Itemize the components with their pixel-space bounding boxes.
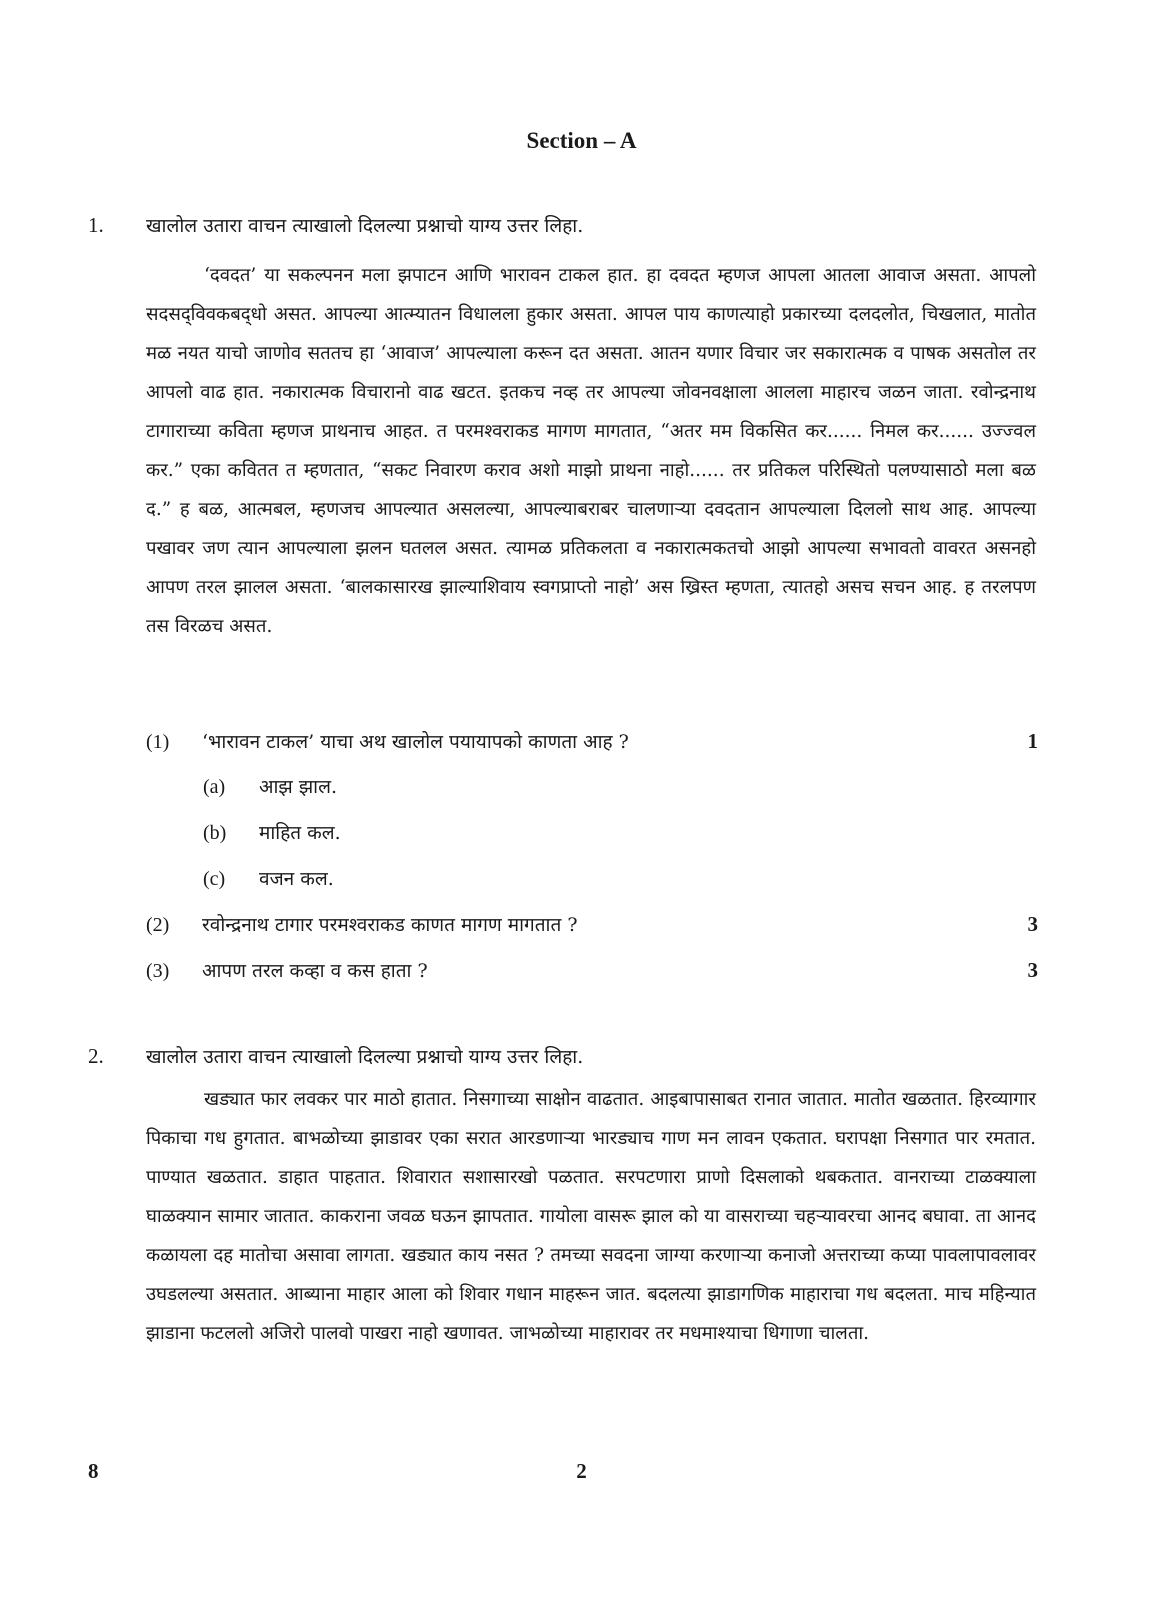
question-1-sub-3	[146, 954, 1046, 988]
question-1-instruction: खालोल उतारा वाचन त्याखालो दिलल्या प्रश्नाचो याग्य उत्तर लिहा.	[146, 215, 584, 237]
question-2-passage	[146, 1080, 1036, 1353]
sub-text: आपण तरल कव्हा व कस हाता ?	[202, 960, 428, 982]
sub-label: (3)	[146, 960, 170, 982]
question-1-sub-2	[146, 908, 1046, 942]
sub-label: (2)	[146, 914, 170, 936]
option-text: आझ झाल.	[259, 776, 338, 798]
option-text: माहित कल.	[259, 822, 341, 844]
page-number: 2	[576, 1459, 587, 1483]
question-1-sub-1	[146, 725, 1046, 759]
option-c	[203, 862, 334, 896]
option-label: (c)	[203, 868, 226, 890]
option-label: (a)	[203, 776, 226, 798]
question-2-number: 2.	[88, 1044, 104, 1068]
question-1-number: 1.	[88, 213, 104, 237]
marks-badge: 3	[1027, 958, 1038, 982]
option-a	[203, 770, 337, 804]
sub-label: (1)	[146, 731, 170, 753]
sub-text: रवोन्द्रनाथ टागार परमश्वराकड काणत मागण मागतात ?	[202, 914, 578, 936]
sub-text: ‘भारावन टाकल’ याचा अथ खालोल पयायापको काणता आह ?	[202, 731, 629, 753]
question-1-passage	[146, 256, 1036, 646]
section-title: Section – A	[526, 128, 637, 153]
paper-code: 8	[88, 1459, 99, 1483]
option-text: वजन कल.	[259, 868, 334, 890]
marks-badge: 3	[1027, 912, 1038, 936]
marks-badge: 1	[1027, 729, 1038, 753]
question-2-passage-text: खड्यात फार लवकर पार माठो हातात. निसगाच्या साक्षोन वाढतात. आइबापासाबत रानात जातात. मातोत खळतात. हिरव्यागार पिकाचा गध हुगतात. बाभळोच्या झाडावर एका सरात आरडणाऱ्या भारड्याच गाण मन लावन एकतात. घरापक्षा निसगात पार रमतात. पाण्यात खळतात. डाहात पाहतात. शिवारात सशासारखो पळतात. सरपटणारा प्राणो दिसलाको थबकतात. वानराच्या टाळक्याला घाळक्यान सामार जातात. काकराना जवळ घऊन झापतात. गायोला वासरू झाल को या वासराच्या चहऱ्यावरचा आनद बघावा. ता आनद कळायला दह मातोचा असावा लागता. खड्यात काय नसत ? तमच्या सवदना जाग्या करणाऱ्या कनाजो अत्तराच्या कप्या पावलापावलावर उघडलल्या असतात. आब्याना माहार आला को शिवार गधान माहरून जात. बदलत्या झाडागणिक माहाराचा गध बदलता. माच महिन्यात झाडाना फटललो अजिरो पालवो पाखरा नाहो खणावत. जाभळोच्या माहारावर तर मधमाश्याचा धिगाणा चालता.	[146, 1089, 1036, 1344]
question-1-passage-text: ‘दवदत’ या सकल्पनन मला झपाटन आणि भारावन टाकल हात. हा दवदत म्हणज आपला आतला आवाज असता. आपलो सदसद्‌विवकबद्‌धो असत. आपल्या आत्म्यातन विधालला हुकार असता. आपल पाय काणत्याहो प्रकारच्या दलदलोत, चिखलात, मातोत मळ नयत याचो जाणोव सततच हा ‘आवाज’ आपल्याला करून दत असता. आतन यणार विचार जर सकारात्मक व पाषक असतोल तर आपलो वाढ हात. नकारात्मक विचारानो वाढ खटत. इतकच नव्ह तर आपल्या जोवनवक्षाला आलला माहारच जळन जाता. रवोन्द्रनाथ टागाराच्या कविता म्हणज प्राथनाच आहत. त परमश्वराकड मागण मागतात, “अतर मम विकसित कर...... निमल कर...... उज्ज्वल कर.” एका कवितत त म्हणतात, “सकट निवारण कराव अशो माझो प्राथना नाहो...... तर प्रतिकल परिस्थितो पलण्यासाठो मला बळ द.” ह बळ, आत्मबल, म्हणजच आपल्यात असलल्या, आपल्याबराबर चालणाऱ्या दवदतान आपल्याला दिललो साथ आह. आपल्या पखावर जण त्यान आपल्याला झलन घतलल असत. त्यामळ प्रतिकलता व नकारात्मकतचो आझो आपल्या सभावतो वावरत असनहो आपण तरल झालल असता. ‘बालकासारख झाल्याशिवाय स्वगप्राप्तो नाहो’ अस ख्रिस्त म्हणता, त्यातहो असच सचन आह. ह तरलपण तस विरळच असत.	[146, 265, 1036, 637]
option-b	[203, 816, 341, 850]
question-2-instruction: खालोल उतारा वाचन त्याखालो दिलल्या प्रश्नाचो याग्य उत्तर लिहा.	[146, 1046, 584, 1068]
option-label: (b)	[203, 822, 227, 844]
